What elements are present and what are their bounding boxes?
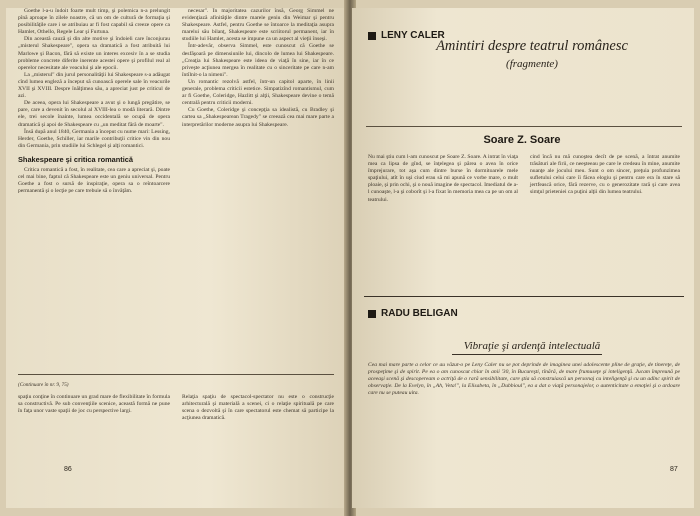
author-heading <box>368 308 458 319</box>
square-bullet-icon <box>368 310 376 318</box>
article-title: Amintiri despre teatrul românesc <box>436 38 628 54</box>
right-column-2: cind încă nu mă cunoştea decît de pe scenă, a întrat anumite trăsături ale firii, ce neeşteeau pe care le credeau în mine, anumite nuanţe ale jocului meu. Sunt o om sincer, preţuia profunzimea sufletului celui care îi făcea elogiu şi pentru care era în stare să jertfească orice, fără rezerve, cu o generozitate rară şi care avea simţul prieteniei ca puţini alţii din lumea teatrului. <box>530 154 680 196</box>
essay-title: Vibraţie şi ardenţă intelectuală <box>463 340 601 352</box>
divider <box>18 374 334 375</box>
paragraph: Goethe l-a-u îndoit foarte mult timp, şi polemica n-a prelungit pînă aproape în zilele noastre, că un om de cultură de formaţia şi posibilităţile care i se atribuiau ar fi fost capabil să creeze opere ca Hamlet, Othello, Regele Lear şi Furtuna. <box>18 8 170 36</box>
paragraph: Cu Goethe, Coleridge şi concepţia sa idealistă, cu Bradley şi cartea sa „Shakespearean Tragedy" se creează cea mai mare parte a interpretărilor moderne asupra lui Shakespeare. <box>182 107 334 128</box>
paragraph: Însă după anul 1840, Germania a început cu nume mari: Lessing, Herder, Goethe, Schiller, iar marile contribuţii critice vin din nou din Germania, prin studiile lui Schlegel şi alţi romantici. <box>18 128 170 149</box>
paragraph: Un romantic rezolvă astfel, într-un capitol aparte, în linii generale, problema criticii estetice. Simpatizînd romantismul, cum ar fi Goethe, Coleridge, Hazlitt şi alţii, Shakespeare devine o temă centrală pentru criticii moderni. <box>182 78 334 107</box>
section-title: Soare Z. Soare <box>483 134 561 146</box>
bottom-column-2: Relaţia spaţiu de spectacol-spectator nu este o construcţie arhitecturală şi materială a scenei, ci o relaţie spirituală pe care scena o dezvoltă şi în care spectatorul este chemat să participe la acţiunea dramatică. <box>182 394 334 422</box>
right-column-1: Nu mai ştiu cum l-am cunoscut pe Soare Z. Soare. A intrat în viaţa mea ca lipsa de gînd, se înţelegea şi părea o avea în orice împrejurare, tot aşa cum dintre burse în dormitoarele mele spaţiului, atît în uşi ciud erau să mi apună ce vorbe mare, o mult ploaie, şi prin ochi, şi o nouă imagine de spectacol. Imediatul de a-l cunoaşte, l-a şi coborît şi l-a fixat în memoria mea ca pe un om al teatrului. <box>368 154 518 203</box>
section-subhead: Shakespeare şi critica romantică <box>18 154 134 164</box>
title-underline <box>452 354 602 355</box>
paragraph: Din această cauză şi din alte motive şi îndoieli care înconjurau „misterul Shakespeare", opera sa dramatică a fost atribuită lui Marlowe şi Bacon, fără să existe un interes excesiv în a se studia probleme concrete diferite inerente acestei opere şi profilul real al operelor necesitate ale veacului şi ale epocii. <box>18 36 170 71</box>
divider <box>364 296 684 297</box>
paragraph: Într-adevăr, observa Simmel, este cunoscut că Goethe se desfăşoară pe dimensiunile lui, dincolo de lumea lui Shakespeare. „Creaţia lui Shakespeare este ideea de viaţă în sine, iar în ce priveşte acţiunea mergea în realitate cu o sinceritate pe care n-am întîlnit-o la nimeni". <box>182 43 334 78</box>
essay-text: Cea mai mare parte a celor ce au văzut-o pe Leny Caler nu se pot deprinde de imaginea unei adolescente pline de graţie, de tinereţe, de prospeţime şi de spirit. Pe ea o am cunoscut chiar în anii '30, în Bucureşti, tînără, de mare frumuseţe şi inteligenţă. Jucam împreună pe aceeaşi scenă şi descopeream o actriţă de o rară sensibilitate, care ştia să construiască un personaj cu inteligenţă şi cu un adînc spirit de observaţie. De la Evelyn, în „Ah, Veta!", la Elisabeta, în „Dubbioul", ea a dat o viaţă personajelor, o autenticitate a emoţiei şi o ardoare care nu se puteau uita. <box>368 362 680 397</box>
paragraph: De aceea, opera lui Shakespeare a avut şi o lungă pregătire, se pare, care a devenit în secolul al XVIII-lea o modă literară. Dintre ele, trei secole înainte, lumea occidentală se ocupă de opera dramatică şi apoi de Shakespeare cu „un meditat fără de moarte". <box>18 100 170 128</box>
left-column-2 <box>182 8 334 129</box>
right-page <box>352 8 694 508</box>
left-page <box>6 8 346 508</box>
paragraph: Critica romantică a fost, în realitate, cea care a apreciat şi, poate cel mai bine, faptul că Shakespeare este un geniu universal. Pentru Goethe a fost o sursă de inspiraţie, opera sa o reîntoarcere permanentă şi o lecţie pe care trebuie să o învăţăm. <box>18 166 170 195</box>
left-column-1 <box>18 8 170 195</box>
author-name: RADU BELIGAN <box>381 308 458 319</box>
bottom-column-1: spaţiu conţine în continuare un grad mare de flexibilitate în formula sa constructivă. Pe sub convenţiile scenice, această formă ne pune în faţa unor vaste spaţii de joc cu perspective largi. <box>18 394 170 415</box>
divider <box>366 126 682 127</box>
author-name: LENY CALER <box>381 30 445 41</box>
square-bullet-icon <box>368 32 376 40</box>
page-number: 87 <box>670 466 678 473</box>
continuation-note: (Continuare în nr. 9, 75) <box>18 382 69 388</box>
article-subtitle: (fragmente) <box>506 58 558 70</box>
paragraph: La „misterul" din jurul personalităţii lui Shakespeare s-a adăugat cînd lumea engleză a început să cunoască operele sale în veacurile XVII şi XVIII. Despre înălţimea său, a apreciat just pe criticul de azi. <box>18 71 170 100</box>
paragraph: necesar". În majoritatea cazurilor însă, Georg Simmel ne evidenţiază afinităţile dintre marele geniu din Weimar şi pentru Shakespeare. Astfel, pentru Goethe se întoarce la meditaţia asupra marelui său bilanţ, Shakespeare este scriitorul permanent, iar în studiile lui Hamlet, acesta se impune ca un aspect al vieţii înseşi. <box>182 8 334 43</box>
page-number: 86 <box>64 466 72 473</box>
